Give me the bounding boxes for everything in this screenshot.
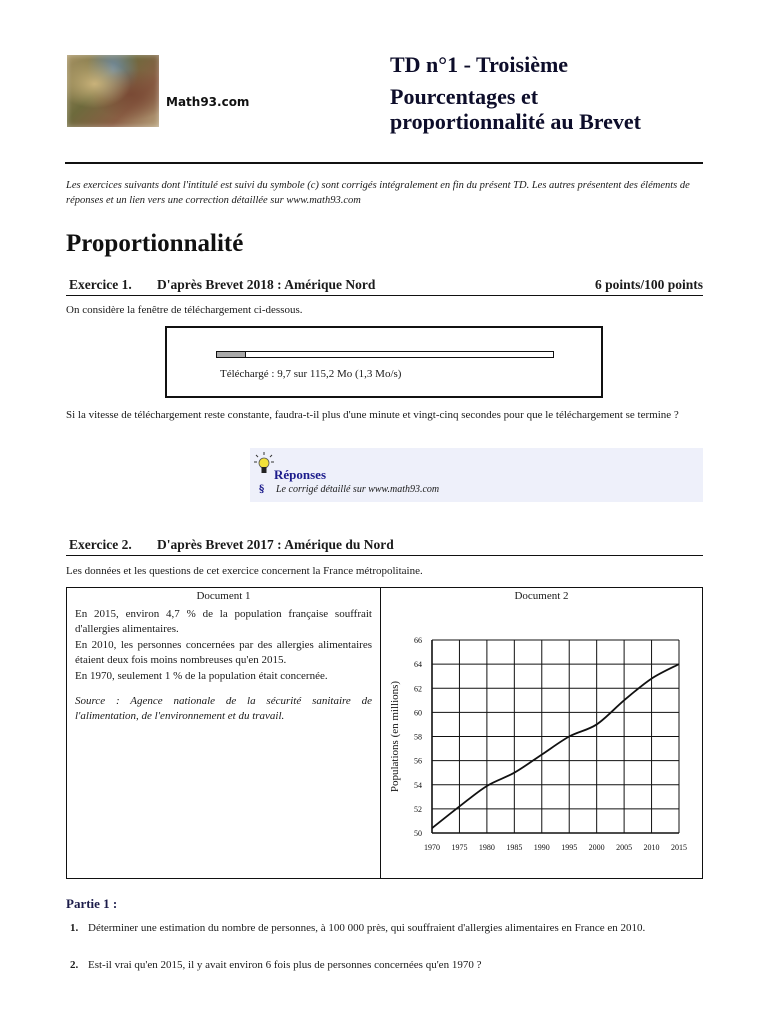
exercise-2-number: Exercice 2.: [69, 537, 132, 552]
logo-image: [67, 55, 159, 127]
header-divider: [65, 162, 703, 164]
y-tick-label: 54: [414, 780, 422, 790]
exercise-1-number: Exercice 1.: [69, 277, 132, 292]
document-title: TD n°1 - Troisième: [390, 52, 569, 77]
exercise-1-statement: On considère la fenêtre de téléchargement ci-dessous.: [66, 304, 303, 316]
x-tick-label: 1985: [506, 843, 523, 852]
question-2: [66, 958, 703, 972]
document-1-paragraph: En 2015, environ 4,7 % de la population française souffrait d'allergies alimentaires.: [75, 608, 372, 636]
document-2: [381, 588, 702, 878]
x-tick-label: 2005: [616, 843, 633, 852]
question-number: 2.: [70, 959, 79, 971]
y-tick-label: 52: [414, 804, 422, 814]
exercise-2-header: [66, 537, 703, 556]
x-tick-label: 1990: [533, 843, 550, 852]
document-subtitle: [390, 84, 720, 134]
lightbulb-icon: [253, 452, 275, 480]
answers-marker: §: [259, 484, 265, 495]
y-tick-label: 58: [414, 732, 422, 742]
partie-1-title: Partie 1 :: [66, 896, 118, 911]
y-tick-label: 66: [414, 636, 422, 645]
exercise-2-title: D'après Brevet 2017 : Amérique du Nord: [157, 537, 394, 552]
exercise-2-statement: Les données et les questions de cet exercice concernent la France métropolitaine.: [66, 565, 423, 577]
intro-text: Les exercices suivants dont l'intitulé est suivi du symbole (c) sont corrigés intégralement en fin du présent TD. Les autres présentent des éléments de réponses et un lien vers une correction détaillée sur www.math93.com: [66, 180, 690, 206]
document-1-source: Source : Agence nationale de la sécurité sanitaire de l'alimentation, de l'environnement et du travail.: [75, 695, 372, 723]
question-text: Est-il vrai qu'en 2015, il y avait environ 6 fois plus de personnes concernées qu'en 1970 ?: [88, 959, 482, 971]
x-tick-label: 2010: [643, 843, 660, 852]
download-progress-bar: [216, 351, 554, 358]
document-1-paragraph: En 1970, seulement 1 % de la population était concernée.: [75, 669, 328, 682]
question-1: [66, 921, 703, 935]
exercise-1-question: Si la vitesse de téléchargement reste constante, faudra-t-il plus d'une minute et vingt-cinq secondes pour que le téléchargement se termine ?: [66, 409, 679, 421]
y-tick-label: 60: [414, 708, 422, 718]
question-text: Déterminer une estimation du nombre de personnes, à 100 000 près, qui souffraient d'allergies alimentaires en France en 2010.: [88, 922, 646, 934]
x-tick-label: 1970: [424, 843, 440, 852]
logo-text: Math93.com: [166, 95, 250, 109]
x-tick-label: 1980: [478, 843, 495, 852]
answers-title: Réponses: [274, 467, 327, 482]
document-1-heading: Document 1: [196, 590, 251, 602]
document-1: [67, 588, 381, 878]
y-tick-label: 62: [414, 684, 422, 694]
x-tick-label: 1975: [451, 843, 468, 852]
y-tick-label: 56: [414, 756, 422, 766]
exercise-1-title: D'après Brevet 2018 : Amérique Nord: [157, 277, 376, 292]
document-1-paragraph: En 2010, les personnes concernées par des allergies alimentaires étaient deux fois moins nombreuses qu'en 2015.: [75, 638, 372, 667]
subtitle-line-2: proportionnalité au Brevet: [390, 109, 641, 134]
download-status-text: Téléchargé : 9,7 sur 115,2 Mo (1,3 Mo/s): [220, 368, 402, 380]
documents-table: [66, 587, 703, 879]
section-title: Proportionnalité: [66, 230, 244, 257]
chart-y-axis-label: Populations (en millions): [389, 680, 401, 793]
exercise-1-points: 6 points/100 points: [594, 277, 703, 292]
subtitle-line-1: Pourcentages et: [390, 84, 539, 109]
question-number: 1.: [70, 922, 79, 934]
exercise-1-header: [66, 277, 703, 296]
y-tick-label: 50: [414, 829, 422, 838]
correction-link[interactable]: Le corrigé détaillé sur www.math93.com: [276, 484, 440, 495]
download-window: [165, 326, 603, 398]
document-2-heading: Document 2: [514, 590, 569, 602]
x-tick-label: 2000: [588, 843, 605, 852]
x-tick-label: 2015: [671, 843, 687, 852]
x-tick-label: 1995: [561, 843, 578, 852]
download-progress-fill: [217, 352, 246, 357]
y-tick-label: 64: [414, 660, 422, 670]
answers-box: [250, 448, 703, 502]
